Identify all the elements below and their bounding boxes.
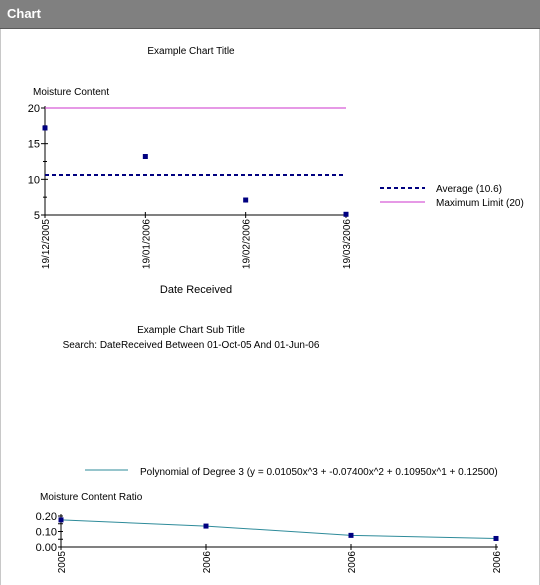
plot-area-ratio bbox=[58, 514, 498, 550]
y-tick-label: 20 bbox=[27, 103, 40, 115]
window-title: Chart bbox=[7, 6, 41, 21]
legend-label: Polynomial of Degree 3 (y = 0.01050x^3 + -0.07400x^2 + 0.10950x^1 + 0.12500) bbox=[140, 467, 498, 478]
data-point bbox=[494, 536, 499, 541]
y-tick-labels-ratio bbox=[36, 511, 57, 554]
data-point bbox=[349, 533, 354, 538]
x-tick-label: 19/02/2006 bbox=[241, 219, 253, 270]
y-tick-label: 10 bbox=[27, 174, 40, 187]
chart-search-subtitle: Search: DateReceived Between 01-Oct-05 And 01-Jun-06 bbox=[62, 340, 320, 351]
legend-label: Maximum Limit (20) bbox=[436, 198, 524, 209]
legend-label: Average (10.6) bbox=[436, 184, 502, 195]
y-axis-label-ratio: Moisture Content Ratio bbox=[40, 492, 143, 503]
y-tick-label: 15 bbox=[27, 138, 40, 151]
legend-polynomial bbox=[85, 467, 498, 478]
data-point bbox=[59, 517, 64, 522]
y-tick-label: 0.20 bbox=[35, 511, 57, 523]
x-tick-label: 2006 bbox=[347, 551, 358, 574]
x-tick-label: 2005 bbox=[57, 551, 68, 574]
data-point bbox=[204, 524, 209, 529]
y-tick-label: 0.10 bbox=[35, 526, 57, 539]
y-tick-label: 0.00 bbox=[35, 542, 57, 554]
x-tick-label: 19/03/2006 bbox=[342, 219, 353, 270]
chart-title: Example Chart Title bbox=[147, 46, 235, 57]
y-axis-label: Moisture Content bbox=[33, 87, 110, 98]
x-tick-label: 19/12/2005 bbox=[41, 219, 52, 270]
y-tick-label: 5 bbox=[33, 210, 40, 222]
x-tick-label: 19/01/2006 bbox=[141, 219, 153, 270]
x-tick-label: 2006 bbox=[202, 551, 213, 574]
trend-polyline bbox=[61, 520, 496, 539]
trend-line bbox=[61, 520, 496, 539]
x-tick-labels-ratio bbox=[57, 551, 503, 574]
chart-subtitle-title: Example Chart Sub Title bbox=[137, 325, 245, 336]
x-tick-label: 2006 bbox=[492, 551, 503, 574]
x-axis-label: Date Received bbox=[159, 284, 233, 296]
